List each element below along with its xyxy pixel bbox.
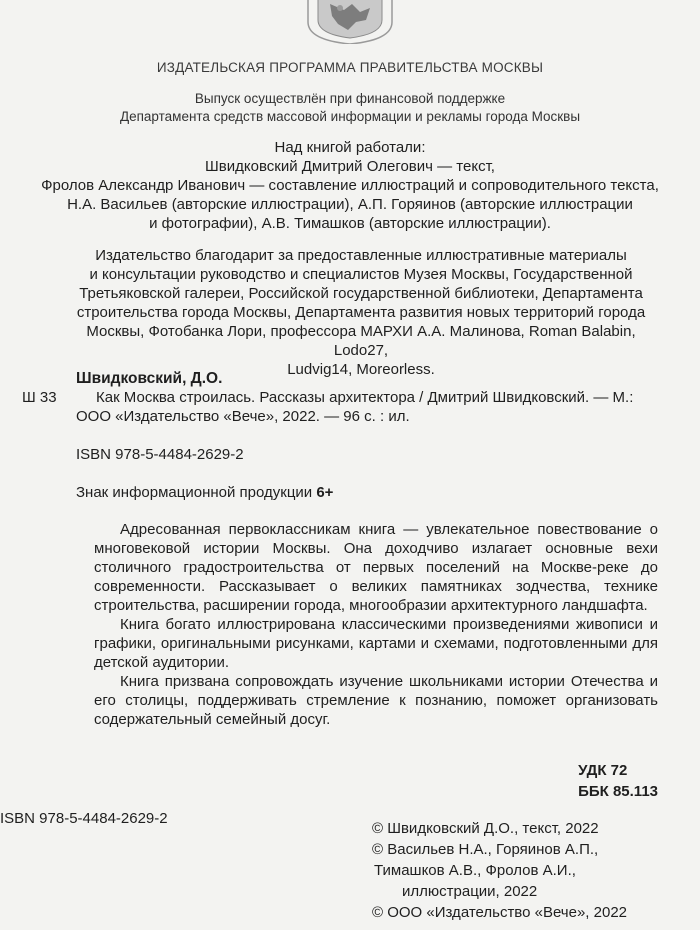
team-line: Н.А. Васильев (авторские иллюстрации), А.П. Горяинов (авторские иллюстрации xyxy=(67,196,633,213)
thanks-line: Москвы, Фотобанка Лори, профессора МАРХИ А.А. Малинова, Roman Balabin, Lodo27, xyxy=(86,323,636,359)
udk-code: УДК 72 xyxy=(578,762,628,779)
thanks-line: Ludvig14, Moreorless. xyxy=(287,361,435,378)
thanks-line: Издательство благодарит за предоставленные иллюстративные материалы xyxy=(95,247,627,264)
publishing-program-title: ИЗДАТЕЛЬСКАЯ ПРОГРАММА ПРАВИТЕЛЬСТВА МОСКВЫ xyxy=(156,60,544,75)
bib-line: Как Москва строилась. Рассказы архитектора / Дмитрий Швидковский. — М.: xyxy=(96,389,634,406)
team-heading: Над книгой работали: xyxy=(274,139,426,156)
book-team-credits xyxy=(0,138,700,233)
moscow-coat-of-arms-icon xyxy=(300,0,400,44)
footer-isbn: ISBN 978-5-4484-2629-2 xyxy=(0,810,168,827)
age-rating-value: 6+ xyxy=(316,484,334,501)
copyright-line: © Швидковский Д.О., текст, 2022 xyxy=(372,820,599,837)
thanks-line: и консультации руководство и специалистов Музея Москвы, Государственной xyxy=(89,266,633,283)
acknowledgements xyxy=(62,246,660,379)
copyright-line: иллюстрации, 2022 xyxy=(402,883,538,900)
team-line: Швидковский Дмитрий Олегович — текст, xyxy=(205,158,495,175)
thanks-line: Третьяковской галереи, Российской государственной библиотеки, Департамента xyxy=(79,285,643,302)
financial-support-note xyxy=(0,90,700,126)
author-sign-code: Ш 33 xyxy=(22,389,57,406)
bib-line: ООО «Издательство «Вече», 2022. — 96 с. : ил. xyxy=(76,408,410,425)
age-rating-sign xyxy=(76,484,333,501)
age-rating-label: Знак информационной продукции xyxy=(76,484,313,501)
copyright-block xyxy=(372,818,627,923)
copyright-line: Тимашков А.В., Фролов А.И., xyxy=(374,862,576,879)
bibliographic-record xyxy=(76,388,664,426)
team-line: Фролов Александр Иванович — составление иллюстраций и сопроводительного текста, xyxy=(41,177,659,194)
catalog-author: Швидковский, Д.О. xyxy=(76,370,223,387)
annotation-paragraph: Адресованная первоклассникам книга — увлекательное повествование о многовековой истории Москвы. Она доходчиво излагает основные вехи столичного градостроительства от первых поселений на Москве-реке до современности. Рассказывает о великих памятниках зодчества, технике строительства, расширении города, многообразии архитектурного ландшафта. xyxy=(94,521,658,614)
isbn-record: ISBN 978-5-4484-2629-2 xyxy=(76,446,244,463)
classification-codes xyxy=(578,760,658,802)
bbk-code: ББК 85.113 xyxy=(578,783,658,800)
team-line: и фотографии), А.В. Тимашков (авторские иллюстрации). xyxy=(149,215,551,232)
copyright-line: © Васильев Н.А., Горяинов А.П., xyxy=(372,841,599,858)
annotation-paragraph: Книга богато иллюстрирована классическими произведениями живописи и графики, оригинальными рисунками, картами и схемами, подготовленными для детской аудитории. xyxy=(94,616,658,671)
support-line: Департамента средств массовой информации и рекламы города Москвы xyxy=(119,109,581,124)
annotation-paragraph: Книга призвана сопровождать изучение школьниками истории Отечества и его столицы, поддерживать стремление к познанию, поможет организовать содержательный семейный досуг. xyxy=(94,673,658,728)
support-line: Выпуск осуществлён при финансовой поддержке xyxy=(194,91,506,106)
copyright-line: © ООО «Издательство «Вече», 2022 xyxy=(372,904,628,921)
thanks-line: строительства города Москвы, Департамента развития новых территорий города xyxy=(76,304,646,321)
annotation xyxy=(94,520,658,729)
